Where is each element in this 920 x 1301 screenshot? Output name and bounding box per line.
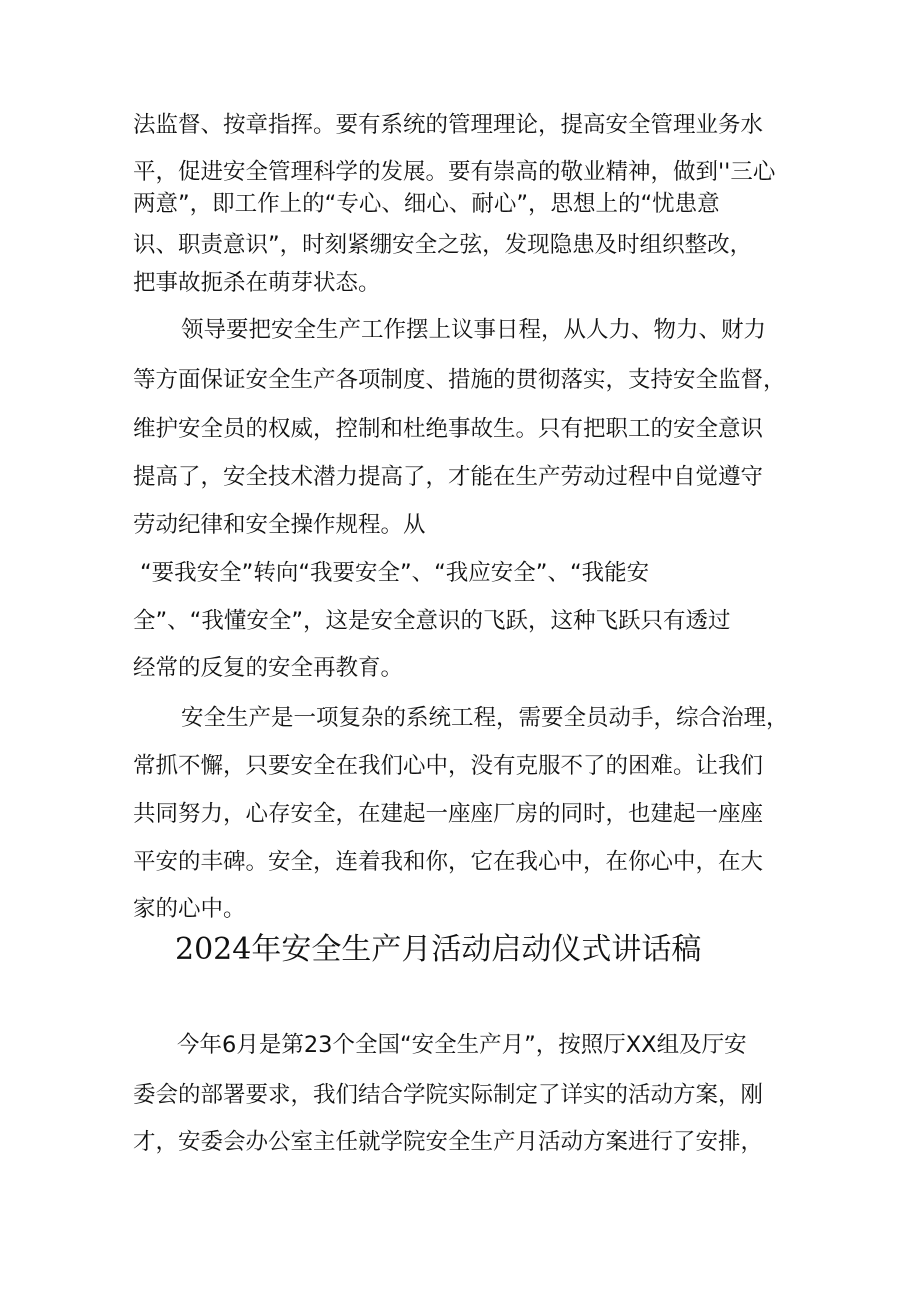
text-line: 全”、“我懂安全”，这是安全意识的飞跃，这种飞跃只有透过 [133,608,731,634]
paragraph-first-line: 安全生产是一项复杂的系统工程，需要全员动手，综合治理， [181,705,789,731]
text-line: 提高了，安全技术潜力提高了，才能在生产劳动过程中自觉遵守 [133,464,764,490]
text-line: 等方面保证安全生产各项制度、措施的贯彻落实，支持安全监督， [133,367,786,393]
paragraph-first-line: 领导要把安全生产工作摆上议事日程，从人力、物力、财力 [181,317,767,343]
text-line: 常抓不懈，只要安全在我们心中，没有克服不了的困难。让我们 [133,753,764,779]
text-line: 维护安全员的权威，控制和杜绝事故生。只有把职工的安全意识 [133,416,764,442]
paragraph-first-line: 今年6月是第23个全国“安全生产月”，按照厅XX组及厅安 [177,1032,747,1058]
text-line: 把事故扼杀在萌芽状态。 [133,270,381,296]
text-line: 识、职责意识”，时刻紧绷安全之弦，发现隐患及时组织整改， [133,232,753,258]
text-line: 平，促进安全管理科学的发展。要有崇高的敬业精神，做到''三心 [133,159,776,185]
text-line: 共同努力，心存安全，在建起一座座厂房的同时，也建起一座座 [133,801,764,827]
document-title: 2024年安全生产月活动启动仪式讲话稿 [175,932,702,967]
text-line: 才，安委会办公室主任就学院安全生产月活动方案进行了安排， [133,1129,764,1155]
text-line: 家的心中。 [133,896,246,922]
text-line: 劳动纪律和安全操作规程。从 [133,512,426,538]
text-line: 平安的丰碑。安全，连着我和你，它在我心中，在你心中，在大 [133,849,764,875]
text-line: 法监督、按章指挥。要有系统的管理理论，提高安全管理业务水 [133,112,764,138]
text-line: “要我安全”转向“我要安全”、“我应安全”、“我能安 [140,560,650,586]
text-line: 委会的部署要求，我们结合学院实际制定了详实的活动方案，刚 [133,1082,764,1108]
text-line: 经常的反复的安全再教育。 [133,655,404,681]
text-line: 两意”，即工作上的“专心、细心、耐心”，思想上的“忧患意 [133,191,720,217]
